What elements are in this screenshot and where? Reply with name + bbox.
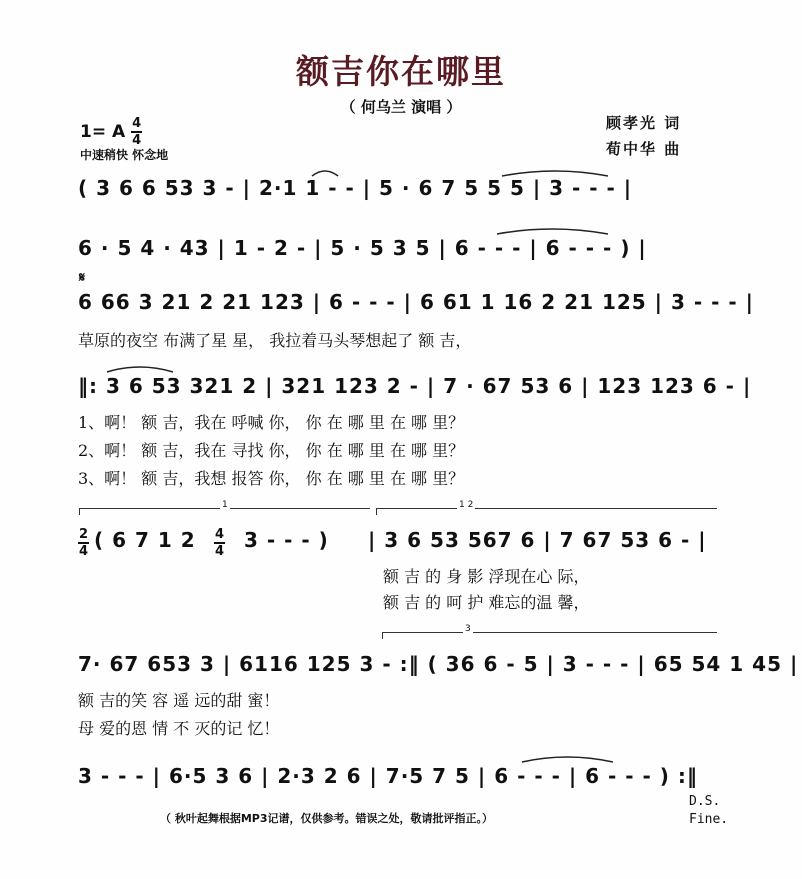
lyric-verse-1: 额 吉的笑 容 遥 远的甜 蜜！ bbox=[78, 691, 280, 710]
notation: ( 3 6 6 53 3 - | 2·1 1 - - | 5 · 6 7 5 5 5 | 3 - - - | bbox=[78, 176, 633, 200]
notation: 6 · 5 4 · 43 | 1 - 2 - | 5 · 5 3 5 | 6 - - - | 6 - - - ) | bbox=[78, 236, 647, 260]
staff-line-2 bbox=[78, 236, 728, 276]
lyric-verse: 草原的夜空 布满了星 星， 我拉着马头琴想起了 额 吉， bbox=[78, 331, 472, 350]
lyric-verse-3: 3、啊！ 额 吉，我想 报答 你， 你 在 哪 里 在 哪 里？ bbox=[78, 469, 465, 488]
staff-line-7 bbox=[78, 764, 728, 804]
tie-mark bbox=[520, 752, 615, 764]
tie-mark bbox=[310, 166, 340, 178]
volta-3-bracket: 3 bbox=[382, 632, 717, 639]
notation-intro: ( 6 7 1 2 bbox=[94, 528, 196, 552]
key-signature bbox=[80, 117, 142, 147]
tie-mark bbox=[495, 224, 610, 236]
staff-line-6 bbox=[78, 652, 799, 738]
time-change: 2 4 bbox=[78, 527, 89, 559]
slur-mark bbox=[105, 362, 175, 374]
ending-marks bbox=[689, 793, 728, 829]
notation-volta-1: 3 - - - ) bbox=[244, 528, 329, 552]
staff-line-5 bbox=[78, 527, 728, 612]
fine-mark: Fine. bbox=[689, 812, 729, 827]
segno-sign: 𝄋 bbox=[79, 270, 86, 286]
transcription-note: （ 秋叶起舞根据MP3记谱，仅供参考。错误之处，敬请批评指正。） bbox=[160, 812, 493, 825]
lyric-verse-2: 2、啊！ 额 吉，我在 寻找 你， 你 在 哪 里 在 哪 里？ bbox=[78, 441, 465, 460]
song-title: 额吉你在哪里 bbox=[296, 52, 506, 91]
notation: 3 - - - | 6·5 3 6 | 2·3 2 6 | 7·5 7 5 | 6 - - - | 6 - - - ) :‖ bbox=[78, 764, 698, 788]
notation-volta-2: | 3 6 53 567 6 | 7 67 53 6 - | bbox=[368, 528, 707, 552]
staff-line-3 bbox=[78, 290, 754, 350]
key-text: 1= A bbox=[80, 122, 126, 142]
slur-mark bbox=[500, 166, 610, 178]
staff-line-1 bbox=[78, 176, 728, 216]
notation: 6 66 3 21 2 21 123 | 6 - - - | 6 61 1 16 2 21 125 | 3 - - - | bbox=[78, 290, 754, 314]
tempo-marking: 中速稍快 怀念地 bbox=[80, 148, 169, 162]
lyric-verse-1: 1、啊！ 额 吉，我在 呼喊 你， 你 在 哪 里 在 哪 里？ bbox=[78, 413, 465, 432]
staff-line-4 bbox=[78, 374, 752, 488]
volta-2-bracket: 1 2 bbox=[376, 508, 717, 515]
notation: 7· 67 653 3 | 6116 125 3 - :‖ ( 36 6 - 5 | 3 - - - | 65 54 1 45 | bbox=[78, 652, 799, 676]
volta-1-bracket: 1 bbox=[79, 508, 370, 515]
lyric-verse-2: 额 吉 的 呵 护 难忘的温 馨， bbox=[383, 593, 590, 612]
time-signature: $\frac{4}{4}$ bbox=[132, 116, 142, 148]
lyric-verse-2: 母 爱的恩 情 不 灭的记 忆！ bbox=[78, 719, 280, 738]
ds-mark: D.S. bbox=[689, 794, 721, 809]
lyricist-credit: 顾孝光 词 bbox=[606, 114, 682, 132]
notation: ‖: 3 6 53 321 2 | 321 123 2 - | 7 · 67 53 6 | 123 123 6 - | bbox=[78, 374, 752, 398]
time-change-back: 4 4 bbox=[214, 527, 225, 559]
lyric-verse-1: 额 吉 的 身 影 浮现在心 际， bbox=[383, 567, 590, 586]
composer-credit: 荀中华 曲 bbox=[606, 140, 682, 158]
singer-credit: （ 何乌兰 演唱 ） bbox=[340, 98, 462, 116]
